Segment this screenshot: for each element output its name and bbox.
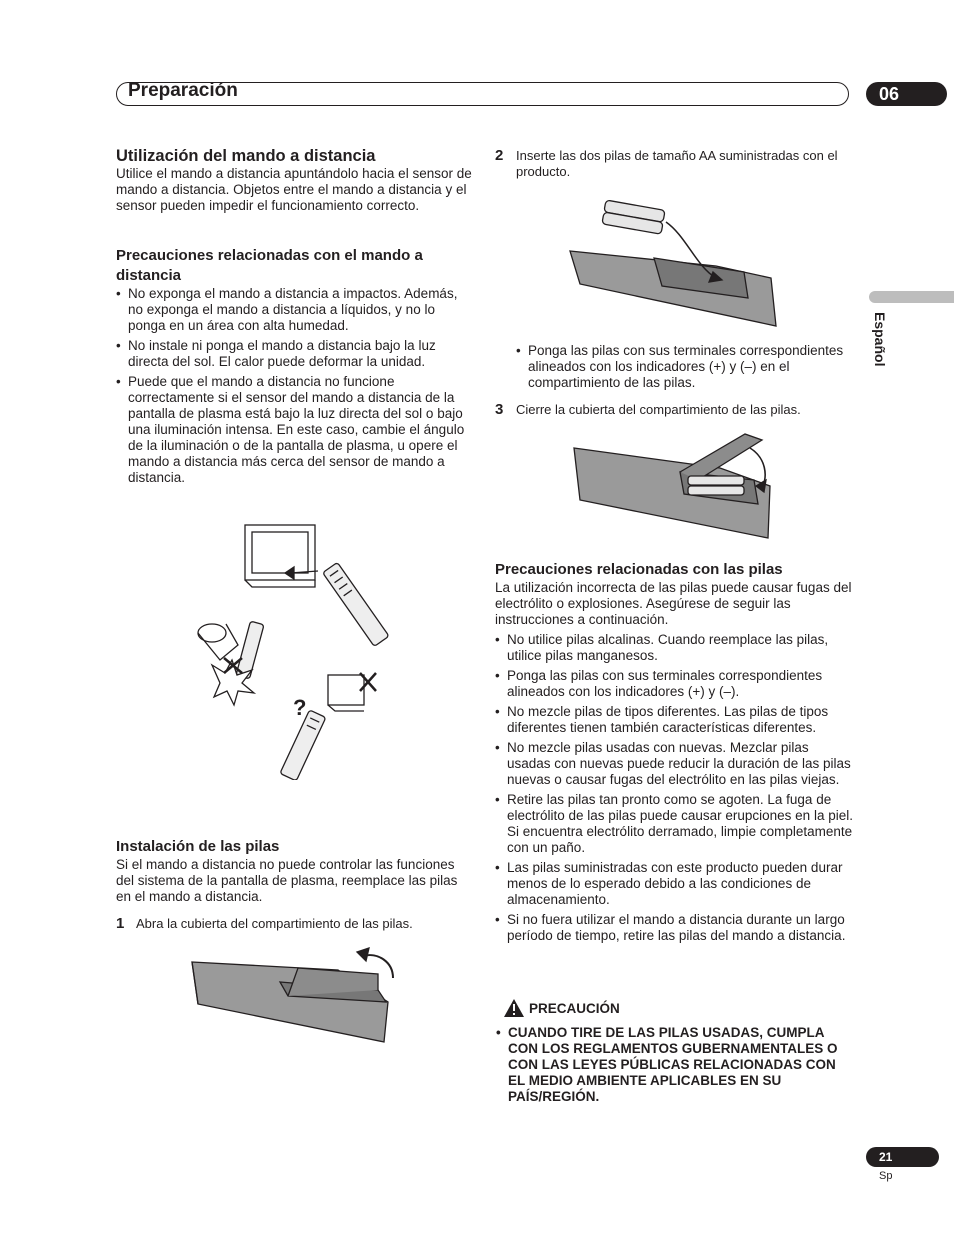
step-3-text: Cierre la cubierta del compartimiento de las pilas.	[516, 402, 801, 417]
remote-precautions-list	[116, 286, 472, 486]
page-number: 21	[866, 1147, 939, 1167]
svg-text:?: ?	[293, 695, 307, 720]
step-3	[495, 401, 851, 419]
list-item: • Puede que el mando a distancia no funcione correctamente si el sensor del mando a distancia de la pantalla de plasma está bajo la luz directa del sol o bajo una iluminación intensa. En este caso, cambie el ángulo de la iluminación o de la pantalla de plasma, u opere el mando a distancia más cerca del sensor de mando a distancia.	[116, 374, 472, 486]
language-label: Español	[872, 312, 888, 367]
list-item: • Las pilas suministradas con este producto pueden durar menos de lo esperado debido a las condiciones de almacenamiento.	[495, 860, 853, 908]
list-item: • No mezcle pilas usadas con nuevas. Mezclar pilas usadas con nuevas puede reducir la duración de las pilas nuevas o causar fugas del electrólito en las pilas viejas.	[495, 740, 853, 788]
remote-use-section	[116, 146, 472, 214]
step-2	[495, 147, 851, 179]
battery-precautions-body: La utilización incorrecta de las pilas puede causar fugas del electrólito o explosiones. Asegúrese de seguir las instrucciones a continuación.	[495, 580, 852, 627]
battery-install-title: Instalación de las pilas	[116, 838, 280, 855]
list-item: • No mezcle pilas de tipos diferentes. Las pilas de tipos diferentes tienen también características diferentes.	[495, 704, 853, 736]
warning-icon	[503, 998, 525, 1018]
remote-use-title: Utilización del mando a distancia	[116, 147, 376, 165]
list-item: • Ponga las pilas con sus terminales correspondientes alineados con los indicadores (+) y (–) en el compartimiento de las pilas.	[516, 343, 851, 391]
step-2-text: Inserte las dos pilas de tamaño AA suministradas con el producto.	[516, 148, 838, 179]
list-item: • No utilice pilas alcalinas. Cuando reemplace las pilas, utilice pilas manganesos.	[495, 632, 853, 664]
language-tab	[869, 291, 954, 303]
battery-precautions-section	[495, 560, 853, 948]
remote-usage-illustration	[190, 515, 410, 780]
list-item: • No instale ni ponga el mando a distancia bajo la luz directa del sol. El calor puede deformar la unidad.	[116, 338, 472, 370]
insert-batteries-illustration	[566, 196, 778, 331]
step-1-number: 1	[116, 915, 125, 932]
battery-install-body: Si el mando a distancia no puede controlar las funciones del sistema de la pantalla de plasma, reemplace las pilas en el mando a distancia.	[116, 857, 458, 904]
remote-use-body: Utilice el mando a distancia apuntándolo hacia el sensor de mando a distancia. Objetos entre el mando a distancia y el sensor pueden impedir el funcionamiento correcto.	[116, 166, 472, 213]
list-item: • No exponga el mando a distancia a impactos. Además, no exponga el mando a distancia a líquidos, y no lo ponga en un área con alta humedad.	[116, 286, 472, 334]
page-title: Preparación	[128, 80, 238, 101]
list-item: • Ponga las pilas con sus terminales correspondientes alineados con los indicadores (+) y (–).	[495, 668, 853, 700]
step-2-number: 2	[495, 147, 504, 164]
chapter-badge: 06	[866, 82, 947, 106]
close-cover-illustration	[570, 428, 776, 544]
battery-precautions-list	[495, 632, 853, 944]
caution-section	[496, 1025, 854, 1109]
list-item: • Retire las pilas tan pronto como se agoten. La fuga de electrólito de las pilas puede causar erupciones en la piel. Si encuentra electrólito derramado, limpie completamente con un paño.	[495, 792, 853, 856]
open-cover-illustration	[188, 942, 400, 1050]
caution-text: • CUANDO TIRE DE LAS PILAS USADAS, CUMPLA CON LOS REGLAMENTOS GUBERNAMENTALES O CON LAS LEYES PÚBLICAS RELACIONADAS CON EL MEDIO AMBIENTE APLICABLES EN SU PAÍS/REGIÓN.	[496, 1025, 854, 1105]
list-item: • Si no fuera utilizar el mando a distancia durante un largo período de tiempo, retire las pilas del mando a distancia.	[495, 912, 853, 944]
remote-precautions-section	[116, 246, 472, 490]
page-language-code: Sp	[879, 1170, 893, 1182]
step-2-note	[516, 343, 851, 395]
remote-precautions-title: Precauciones relacionadas con el mando a distancia	[116, 247, 423, 284]
caution-label: PRECAUCIÓN	[529, 1001, 620, 1016]
battery-precautions-title: Precauciones relacionadas con las pilas	[495, 561, 783, 578]
battery-install-section	[116, 837, 472, 905]
step-1	[116, 915, 472, 933]
step-1-text: Abra la cubierta del compartimiento de las pilas.	[136, 916, 413, 931]
step-3-number: 3	[495, 401, 504, 418]
